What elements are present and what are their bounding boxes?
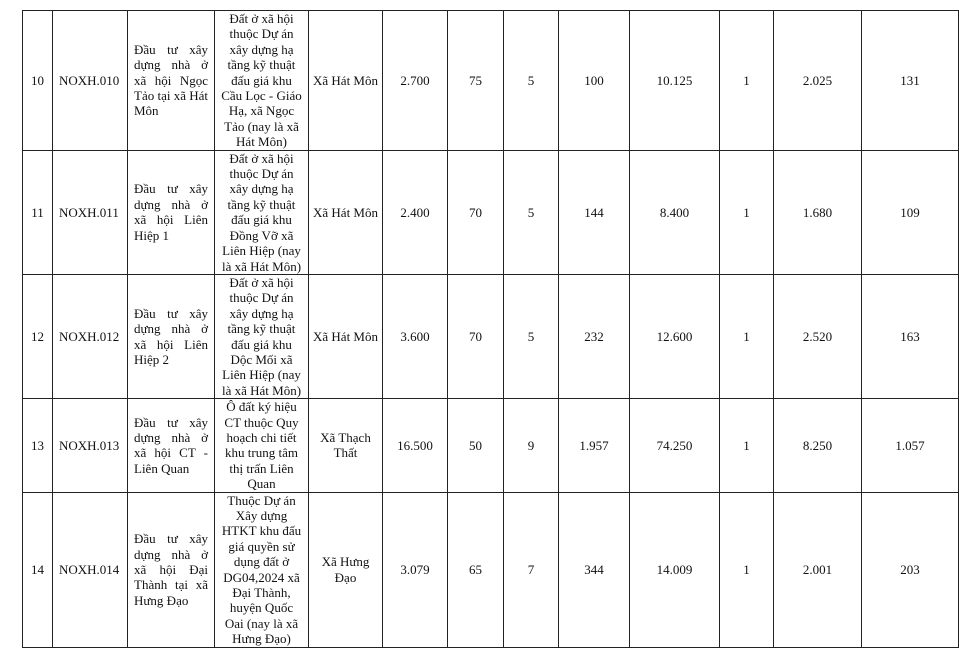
units-cell: 232: [559, 274, 630, 398]
density-cell: 50: [448, 399, 504, 492]
table-row: [23, 274, 959, 398]
stt-cell: 12: [23, 274, 53, 398]
floor-area-cell: 10.125: [630, 11, 720, 151]
stt-cell: 13: [23, 399, 53, 492]
blocks-cell: 1: [720, 399, 774, 492]
table-row: [23, 11, 959, 151]
stt-cell: 10: [23, 11, 53, 151]
site-area-cell: 3.600: [383, 274, 448, 398]
project-code-cell: NOXH.014: [53, 492, 128, 647]
project-location-cell: Đất ở xã hội thuộc Dự án xây dựng hạ tầng kỹ thuật đấu giá khu Cầu Lọc - Giáo Hạ, xã Ngọc Tảo (nay là xã Hát Môn): [215, 11, 309, 151]
floor-area-cell: 14.009: [630, 492, 720, 647]
project-code-cell: NOXH.010: [53, 11, 128, 151]
floors-cell: 9: [504, 399, 559, 492]
commune-cell: Xã Hát Môn: [309, 274, 383, 398]
project-name-cell: Đầu tư xây dựng nhà ở xã hội Liên Hiệp 1: [128, 150, 215, 274]
floors-cell: 7: [504, 492, 559, 647]
table-body: [23, 11, 959, 648]
units-cell: 144: [559, 150, 630, 274]
density-cell: 75: [448, 11, 504, 151]
blocks-cell: 1: [720, 150, 774, 274]
units-cell: 100: [559, 11, 630, 151]
land-area-cell: 2.001: [774, 492, 862, 647]
project-location-cell: Thuộc Dự án Xây dựng HTKT khu đấu giá quyền sử dụng đất ở DG04,2024 xã Đại Thành, huyện Quốc Oai (nay là xã Hưng Đạo): [215, 492, 309, 647]
land-area-cell: 2.520: [774, 274, 862, 398]
table-row: [23, 150, 959, 274]
site-area-cell: 16.500: [383, 399, 448, 492]
project-name-cell: Đầu tư xây dựng nhà ở xã hội Đại Thành tại xã Hưng Đạo: [128, 492, 215, 647]
units-cell: 1.957: [559, 399, 630, 492]
commune-cell: Xã Hát Môn: [309, 11, 383, 151]
stt-cell: 14: [23, 492, 53, 647]
project-name-cell: Đầu tư xây dựng nhà ở xã hội Liên Hiệp 2: [128, 274, 215, 398]
floors-cell: 5: [504, 11, 559, 151]
stt-cell: 11: [23, 150, 53, 274]
project-code-cell: NOXH.013: [53, 399, 128, 492]
projects-table: [22, 10, 959, 648]
table-row: [23, 492, 959, 647]
project-location-cell: Ô đất ký hiệu CT thuộc Quy hoạch chi tiết khu trung tâm thị trấn Liên Quan: [215, 399, 309, 492]
land-area-cell: 2.025: [774, 11, 862, 151]
floors-cell: 5: [504, 150, 559, 274]
density-cell: 70: [448, 150, 504, 274]
project-name-cell: Đầu tư xây dựng nhà ở xã hội CT - Liên Quan: [128, 399, 215, 492]
floor-area-cell: 74.250: [630, 399, 720, 492]
blocks-cell: 1: [720, 11, 774, 151]
site-area-cell: 3.079: [383, 492, 448, 647]
floor-area-cell: 12.600: [630, 274, 720, 398]
commune-cell: Xã Thạch Thất: [309, 399, 383, 492]
blocks-cell: 1: [720, 274, 774, 398]
apartments-cell: 163: [862, 274, 959, 398]
project-location-cell: Đất ở xã hội thuộc Dự án xây dựng hạ tầng kỹ thuật đấu giá khu Dộc Mối xã Liên Hiệp (nay là xã Hát Môn): [215, 274, 309, 398]
floor-area-cell: 8.400: [630, 150, 720, 274]
apartments-cell: 131: [862, 11, 959, 151]
project-name-cell: Đầu tư xây dựng nhà ở xã hội Ngọc Tảo tại xã Hát Môn: [128, 11, 215, 151]
land-area-cell: 8.250: [774, 399, 862, 492]
project-location-cell: Đất ở xã hội thuộc Dự án xây dựng hạ tầng kỹ thuật đấu giá khu Đồng Vỡ xã Liên Hiệp (nay là xã Hát Môn): [215, 150, 309, 274]
project-code-cell: NOXH.011: [53, 150, 128, 274]
table-row: [23, 399, 959, 492]
apartments-cell: 203: [862, 492, 959, 647]
units-cell: 344: [559, 492, 630, 647]
floors-cell: 5: [504, 274, 559, 398]
commune-cell: Xã Hưng Đạo: [309, 492, 383, 647]
blocks-cell: 1: [720, 492, 774, 647]
project-code-cell: NOXH.012: [53, 274, 128, 398]
density-cell: 70: [448, 274, 504, 398]
commune-cell: Xã Hát Môn: [309, 150, 383, 274]
site-area-cell: 2.700: [383, 11, 448, 151]
apartments-cell: 1.057: [862, 399, 959, 492]
apartments-cell: 109: [862, 150, 959, 274]
density-cell: 65: [448, 492, 504, 647]
land-area-cell: 1.680: [774, 150, 862, 274]
site-area-cell: 2.400: [383, 150, 448, 274]
